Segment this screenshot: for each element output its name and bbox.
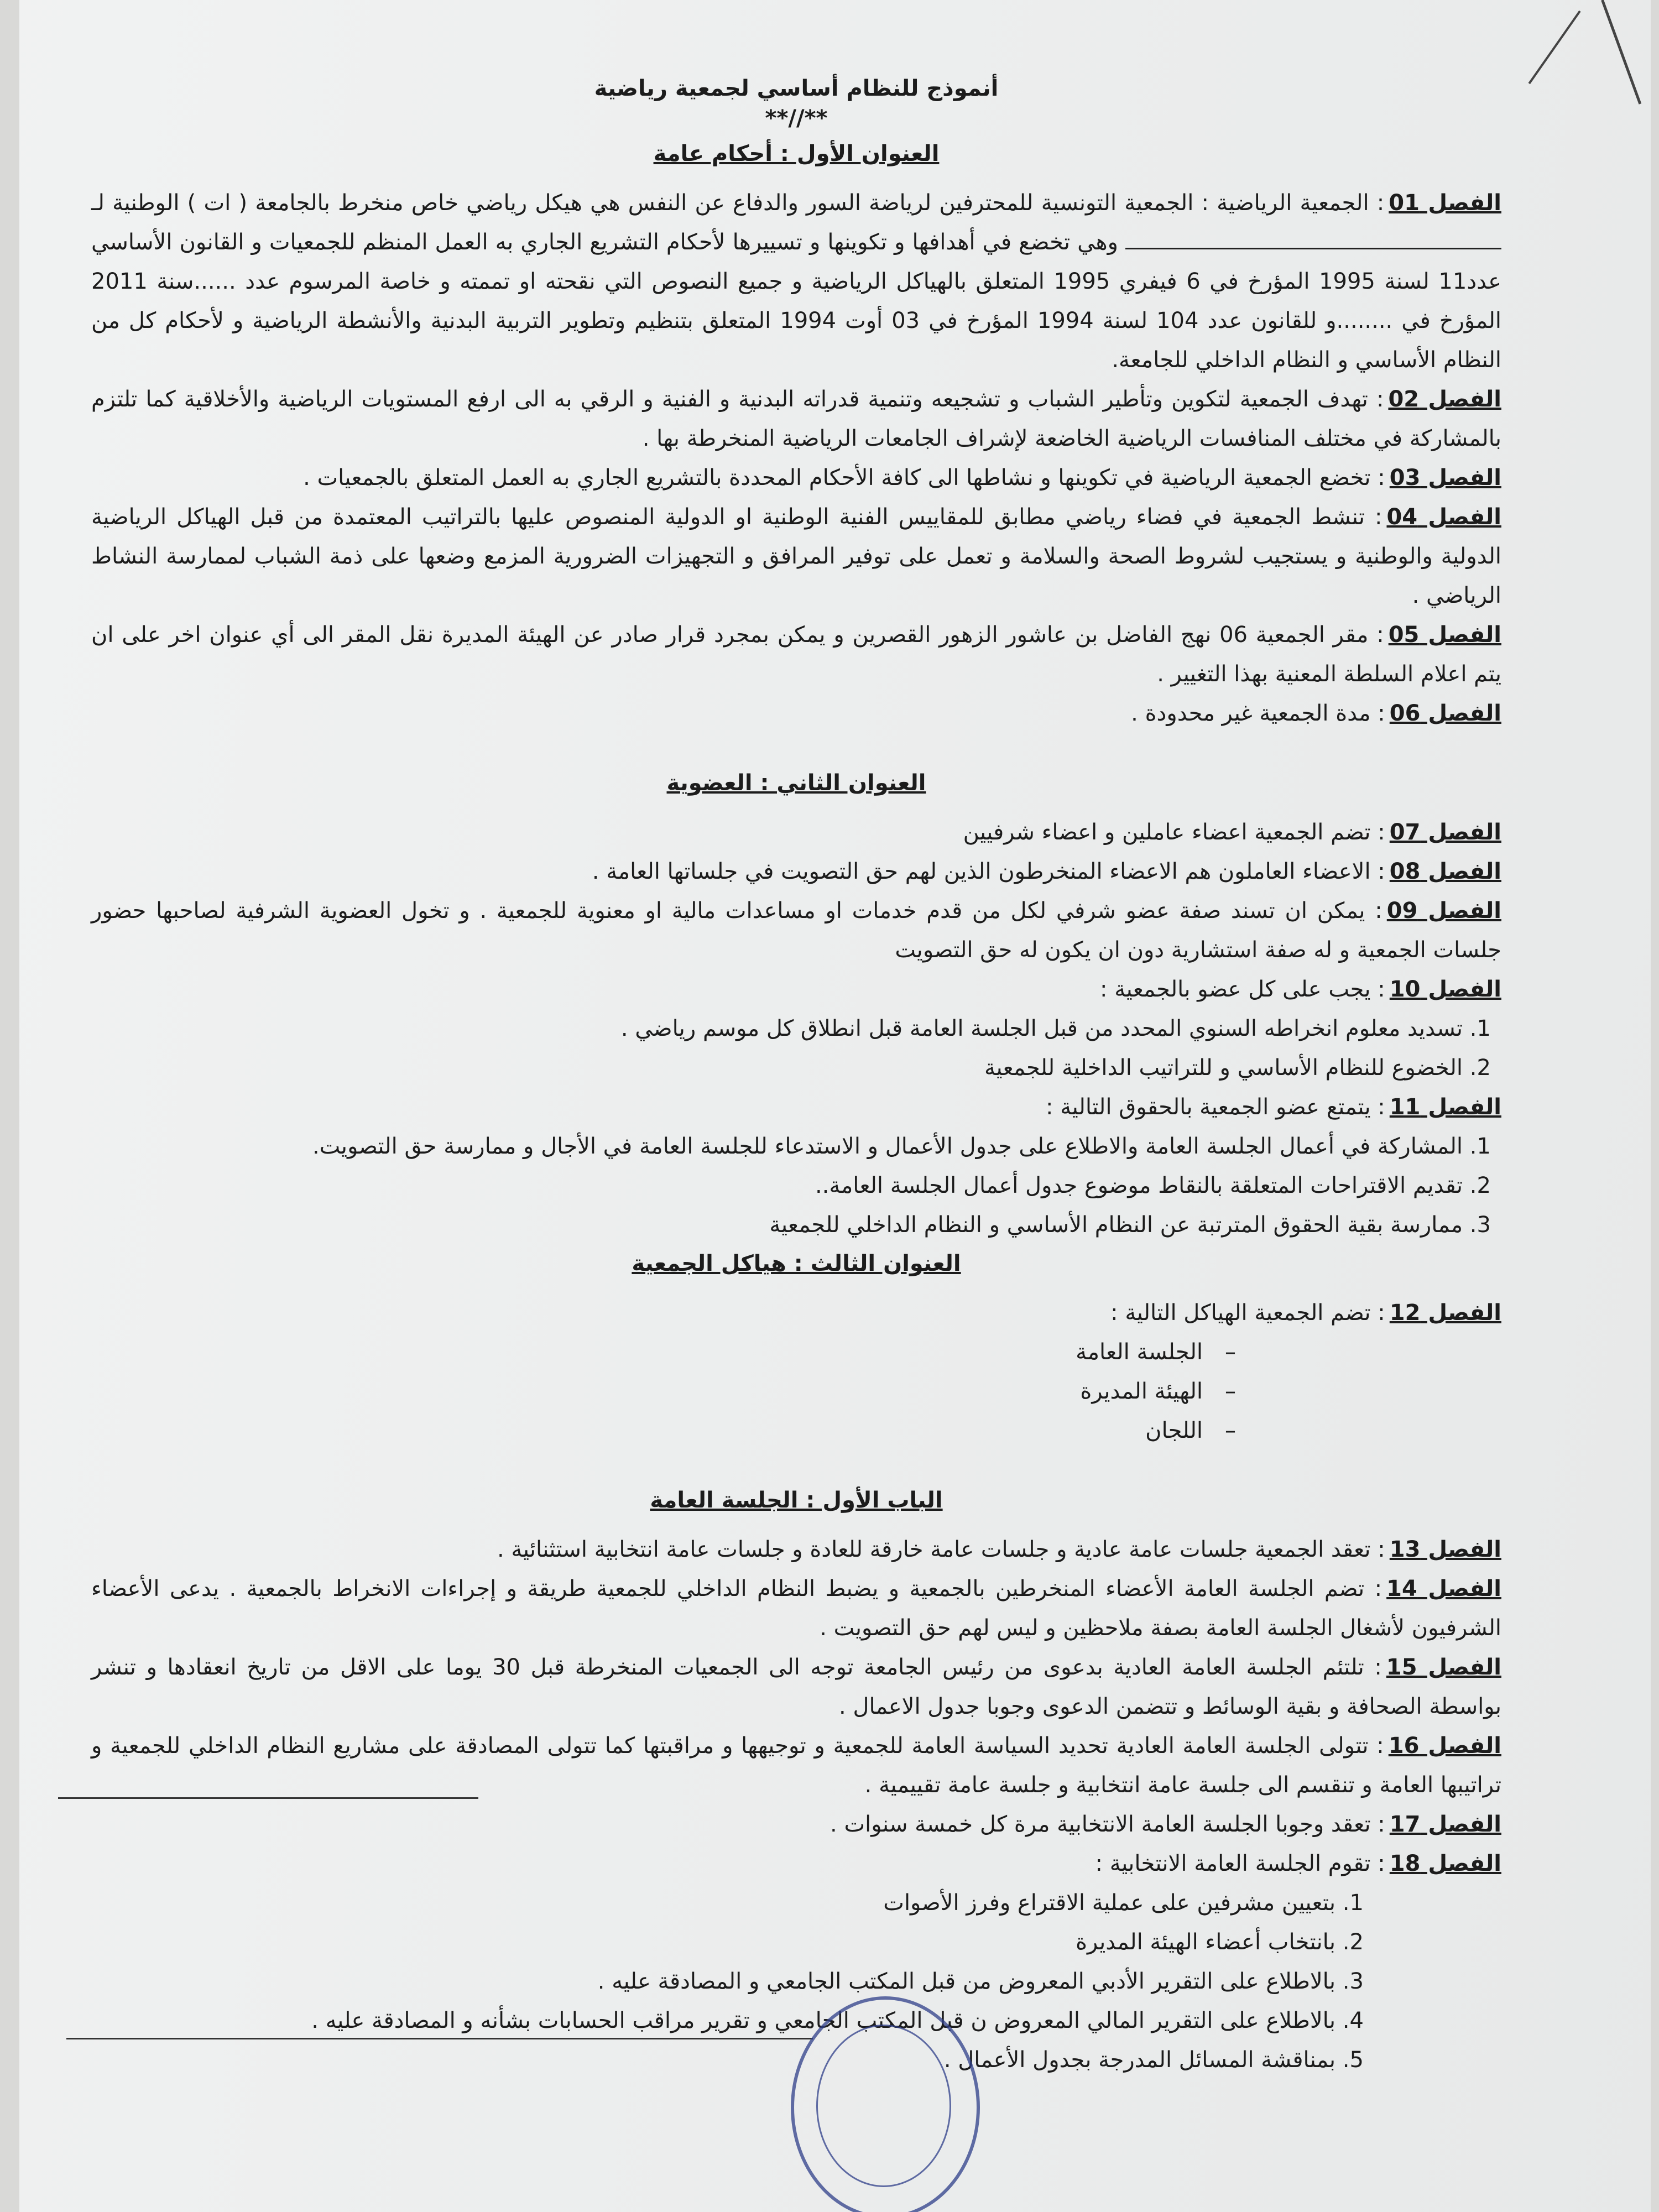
article-09-label: الفصل 09 bbox=[1386, 898, 1502, 924]
article-06-text: : مدة الجمعية غير محدودة . bbox=[1131, 701, 1385, 726]
article-11-label: الفصل 11 bbox=[1389, 1094, 1501, 1120]
article-15-label: الفصل 15 bbox=[1386, 1655, 1502, 1680]
section-3-heading: العنوان الثالث : هياكل الجمعية bbox=[632, 1251, 961, 1276]
article-01 bbox=[91, 184, 1501, 380]
article-09-text: : يمكن ان تسند صفة عضو شرفي لكل من قدم خدمات او مساعدات مالية او معنوية للجمعية . و تخول العضوية الشرفية لصاحبها حضور جلسات الجمعية و له صفة استشارية دون ان يكون له حق التصويت bbox=[91, 898, 1501, 963]
article-16 bbox=[91, 1726, 1501, 1805]
article-06-label: الفصل 06 bbox=[1389, 701, 1501, 726]
article-13-label: الفصل 13 bbox=[1389, 1537, 1501, 1562]
article-18-text: : تقوم الجلسة العامة الانتخابية : bbox=[1095, 1851, 1385, 1876]
article-11-text: : يتمتع عضو الجمعية بالحقوق التالية : bbox=[1046, 1094, 1385, 1120]
article-04-text: : تنشط الجمعية في فضاء رياضي مطابق للمقاييس الفنية الوطنية او الدولية المنصوص عليها بالتراتيب المعتمدة من قبل الهياكل الرياضية الدولية والوطنية و يستجيب لشروط الصحة والسلامة و تعمل على توفير المرافق و التجهيزات الضرورية المزمع وضعها على ذمة الشباب لممارسة النشاط الرياضي . bbox=[91, 504, 1501, 608]
article-02-text: : تهدف الجمعية لتكوين وتأطير الشباب و تشجيعه وتنمية قدراته البدنية و الفنية و الرقي به الى ارفع المستويات الرياضية والأخلاقية كما تلتزم بالمشاركة في مختلف المنافسات الرياضية الخاضعة لإشراف الجامعات الرياضية المنخرطة بها . bbox=[91, 387, 1501, 451]
list-item: 5. بمناقشة المسائل المدرجة بجدول الأعمال . bbox=[91, 2041, 1335, 2080]
article-04 bbox=[91, 498, 1501, 615]
article-10-label: الفصل 10 bbox=[1389, 977, 1501, 1002]
article-13-text: : تعقد الجمعية جلسات عامة عادية و جلسات عامة خارقة للعادة و جلسات عامة انتخابية استثنائية . bbox=[497, 1537, 1385, 1562]
article-11-list bbox=[91, 1127, 1501, 1245]
section-2-heading: العنوان الثاني : العضوية bbox=[666, 770, 926, 796]
article-14 bbox=[91, 1569, 1501, 1648]
document-title: أنموذج للنظام أساسي لجمعية رياضية bbox=[594, 76, 999, 101]
article-08-label: الفصل 08 bbox=[1389, 859, 1501, 884]
article-05 bbox=[91, 615, 1501, 694]
list-item: 3. ممارسة بقية الحقوق المترتبة عن النظام الأساسي و النظام الداخلي للجمعية bbox=[91, 1206, 1463, 1245]
article-10-list bbox=[91, 1009, 1501, 1088]
list-item: – الهيئة المديرة bbox=[91, 1372, 1236, 1411]
article-10-text: : يجب على كل عضو بالجمعية : bbox=[1100, 977, 1385, 1002]
article-03 bbox=[91, 458, 1501, 498]
article-01-text-cont: وهي تخضع في أهدافها و تكوينها و تسييرها لأحكام التشريع الجاري به العمل المنظم للجمعيات و القانون الأساسي عدد11 لسنة 1995 المؤرخ في 6 فيفري 1995 المتعلق بالهياكل الرياضية و جميع النصوص التي نقحته او تممته و خاصة المرسوم عدد ......سنة 2011 المؤرخ في ........و للقانون عدد 104 لسنة 1994 المؤرخ في 03 أوت 1994 المتعلق بتنظيم وتطوير التربية البدنية والأنشطة الرياضية و لأحكام كل من النظام الأساسي و النظام الداخلي للجامعة. bbox=[91, 229, 1502, 373]
article-06 bbox=[91, 694, 1501, 733]
article-12-list bbox=[91, 1333, 1501, 1451]
chapter-1-heading: الباب الأول : الجلسة العامة bbox=[650, 1488, 943, 1513]
list-item: 1. تسديد معلوم انخراطه السنوي المحدد من قبل الجلسة العامة قبل انطلاق كل موسم رياضي . bbox=[91, 1009, 1463, 1048]
article-05-label: الفصل 05 bbox=[1388, 622, 1502, 648]
article-08-text: : الاعضاء العاملون هم الاعضاء المنخرطون الذين لهم حق التصويت في جلساتها العامة . bbox=[592, 859, 1385, 884]
list-item: 4. بالاطلاع على التقرير المالي المعروض ن قبل المكتب الجامعي و تقرير مراقب الحسابات بشأنه و المصادقة عليه . bbox=[91, 2001, 1335, 2041]
article-12-label: الفصل 12 bbox=[1389, 1300, 1501, 1326]
article-14-label: الفصل 14 bbox=[1386, 1576, 1502, 1601]
document-page bbox=[19, 0, 1651, 2212]
article-05-text: : مقر الجمعية 06 نهج الفاضل بن عاشور الزهور القصرين و يمكن بمجرد قرار صادر عن الهيئة المديرة نقل المقر الى أي عنوان اخر على ان يتم اعلام السلطة المعنية بهذا التغيير . bbox=[91, 622, 1501, 687]
list-item: 3. بالاطلاع على التقرير الأدبي المعروض من قبل المكتب الجامعي و المصادقة عليه . bbox=[91, 1962, 1335, 2001]
list-item: 1. المشاركة في أعمال الجلسة العامة والاطلاع على جدول الأعمال و الاستدعاء للجلسة العامة في الأجال و ممارسة حق التصويت. bbox=[91, 1127, 1463, 1166]
article-02-label: الفصل 02 bbox=[1388, 387, 1501, 412]
article-01-label: الفصل 01 bbox=[1389, 190, 1501, 216]
article-03-label: الفصل 03 bbox=[1389, 465, 1501, 491]
article-15 bbox=[91, 1648, 1501, 1726]
list-item: 1. بتعيين مشرفين على عملية الاقتراع وفرز الأصوات bbox=[91, 1884, 1335, 1923]
list-item: – الجلسة العامة bbox=[91, 1333, 1236, 1372]
pen-mark bbox=[1601, 0, 1641, 105]
article-15-text: : تلتئم الجلسة العامة العادية بدعوى من رئيس الجامعة توجه الى الجمعيات المنخرطة قبل 30 يوما على الاقل من تاريخ انعقادها و تنشر بواسطة الصحافة و بقية الوسائط و تتضمن الدعوى وجوبا جدول الاعمال . bbox=[91, 1655, 1501, 1719]
article-12-text: : تضم الجمعية الهياكل التالية : bbox=[1110, 1300, 1385, 1326]
official-stamp bbox=[791, 1996, 980, 2212]
article-13 bbox=[91, 1530, 1501, 1569]
article-07-label: الفصل 07 bbox=[1389, 820, 1501, 845]
article-17-label: الفصل 17 bbox=[1389, 1812, 1501, 1837]
list-item: 2. بانتخاب أعضاء الهيئة المديرة bbox=[91, 1923, 1335, 1962]
article-17 bbox=[91, 1805, 1501, 1844]
article-18 bbox=[91, 1844, 1501, 1884]
footer-rule-line bbox=[66, 2038, 813, 2039]
article-14-text: : تضم الجلسة العامة الأعضاء المنخرطين بالجمعية و يضبط النظام الداخلي للجمعية طريقة و إجراءات الانخراط بالجمعية . يدعى الأعضاء الشرفيون لأشغال الجلسة العامة بصفة ملاحظين و ليس لهم حق التصويت . bbox=[91, 1576, 1501, 1641]
pen-mark bbox=[1528, 11, 1581, 84]
fill-in-blank bbox=[1125, 248, 1501, 249]
list-item: 2. تقديم الاقتراحات المتعلقة بالنقاط موضوع جدول أعمال الجلسة العامة.. bbox=[91, 1166, 1463, 1206]
article-03-text: : تخضع الجمعية الرياضية في تكوينها و نشاطها الى كافة الأحكام المحددة بالتشريع الجاري به العمل المتعلق بالجمعيات . bbox=[303, 465, 1385, 491]
section-1-heading: العنوان الأول : أحكام عامة bbox=[653, 141, 940, 166]
article-18-label: الفصل 18 bbox=[1389, 1851, 1501, 1876]
statute-document bbox=[91, 72, 1501, 2080]
article-08 bbox=[91, 852, 1501, 891]
rule-line bbox=[58, 1797, 478, 1799]
article-04-label: الفصل 04 bbox=[1386, 504, 1501, 530]
article-16-text: : تتولى الجلسة العامة العادية تحديد السياسة العامة للجمعية و توجيهها و مراقبتها كما تتولى المصادقة على مشاريع النظام الداخلي للجمعية و تراتيبها العامة و تنقسم الى جلسة عامة انتخابية و جلسة عامة تقييمية . bbox=[91, 1733, 1501, 1798]
article-12 bbox=[91, 1293, 1501, 1333]
article-10 bbox=[91, 970, 1501, 1009]
article-07-text: : تضم الجمعية اعضاء عاملين و اعضاء شرفيين bbox=[963, 820, 1385, 845]
title-decoration: **//** bbox=[765, 106, 828, 131]
article-07 bbox=[91, 813, 1501, 852]
article-02 bbox=[91, 380, 1501, 458]
article-16-label: الفصل 16 bbox=[1388, 1733, 1502, 1759]
article-11 bbox=[91, 1088, 1501, 1127]
article-18-list bbox=[91, 1884, 1501, 2080]
article-17-text: : تعقد وجوبا الجلسة العامة الانتخابية مرة كل خمسة سنوات . bbox=[830, 1812, 1385, 1837]
list-item: – اللجان bbox=[91, 1411, 1236, 1451]
article-09 bbox=[91, 891, 1501, 970]
list-item: 2. الخضوع للنظام الأساسي و للتراتيب الداخلية للجمعية bbox=[91, 1048, 1463, 1088]
article-01-text: : الجمعية الرياضية : الجمعية التونسية للمحترفين لرياضة السور والدفاع عن النفس هي هيكل رياضي خاص منخرط بالجامعة ( ات ) الوطنية لـ bbox=[91, 190, 1385, 216]
